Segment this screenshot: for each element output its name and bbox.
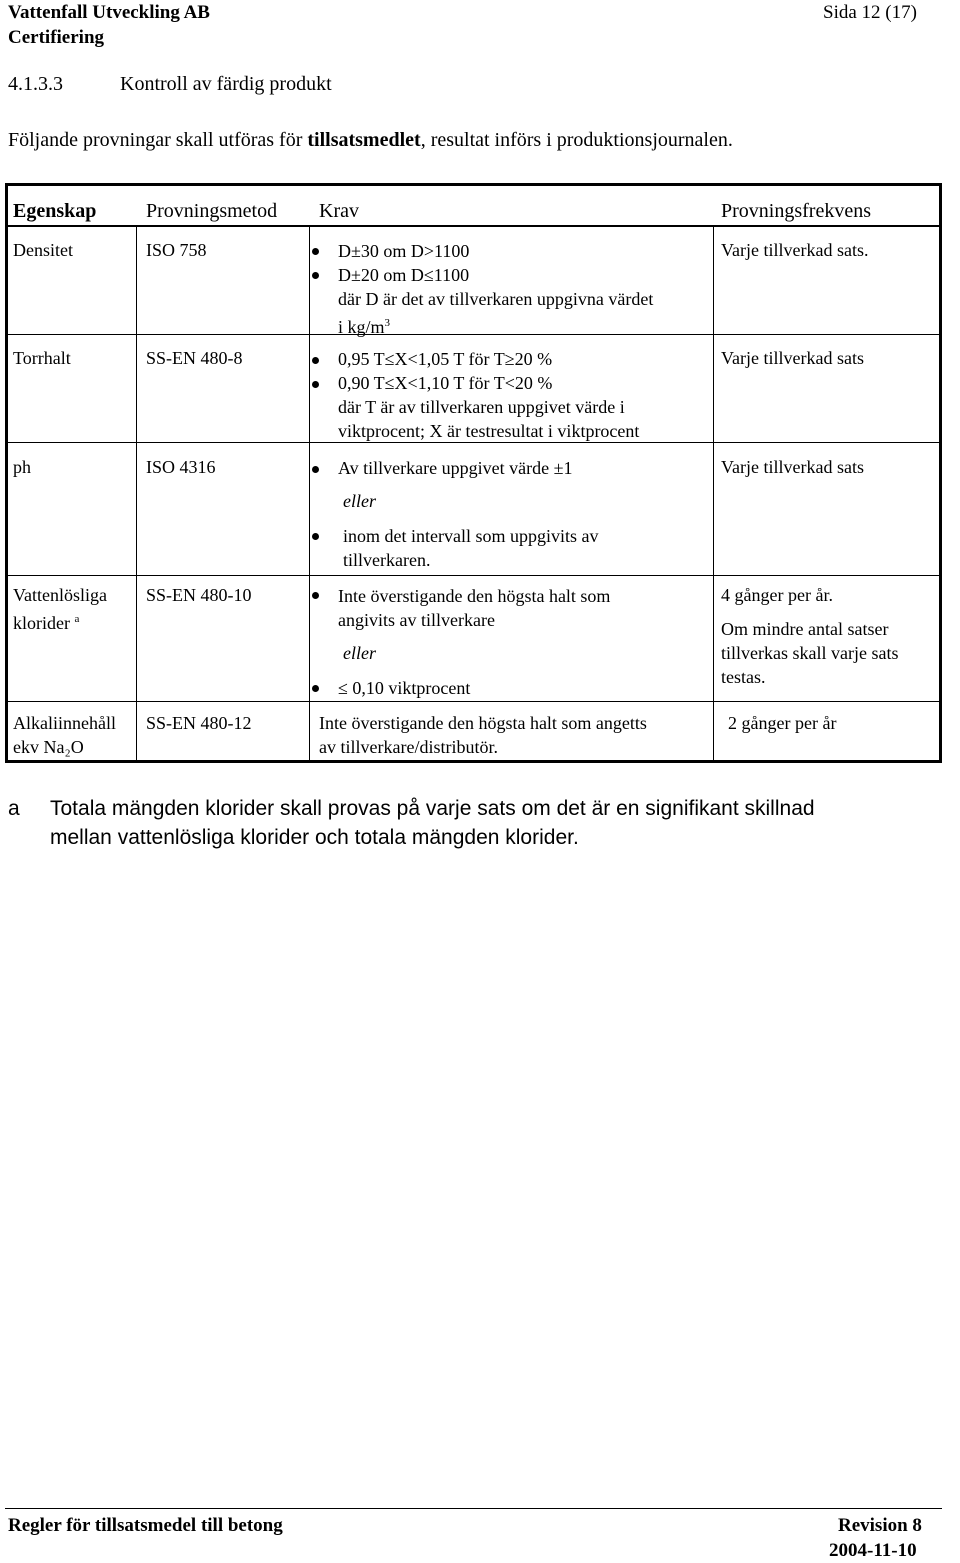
column-divider: [713, 225, 714, 760]
cell-frequency: Om mindre antal satser: [721, 619, 889, 639]
property-text: klorider: [13, 613, 75, 633]
document-header: [8, 0, 210, 50]
intro-pre: Följande provningar skall utföras för: [8, 129, 308, 151]
section-title: Kontroll av färdig produkt: [120, 73, 332, 95]
cell-frequency: Varje tillverkad sats: [721, 457, 864, 477]
cell-property: Torrhalt: [13, 348, 71, 368]
section-heading: [8, 71, 332, 97]
req-unit-sup: 3: [384, 317, 391, 329]
req-line: av tillverkare/distributör.: [319, 737, 498, 757]
req-line: Av tillverkare uppgivet värde ±1: [338, 458, 573, 478]
req-or: eller: [343, 643, 376, 663]
intro-paragraph: [8, 127, 733, 153]
intro-post: , resultat införs i produktionsjournalen.: [420, 129, 733, 151]
req-line: 0,90 T≤X<1,10 T för T<20 %: [338, 373, 553, 393]
req-line: inom det intervall som uppgivits av: [343, 526, 599, 546]
cell-method: SS-EN 480-10: [146, 585, 252, 605]
req-line: viktprocent; X är testresultat i viktprocent: [338, 421, 640, 441]
bullet: [312, 592, 319, 599]
req-line: Inte överstigande den högsta halt som angetts: [319, 713, 647, 733]
bullet: [312, 357, 319, 364]
bullet: [312, 533, 319, 540]
req-line: 0,95 T≤X<1,05 T för T≥20 %: [338, 349, 553, 369]
cell-method: ISO 4316: [146, 457, 216, 477]
cell-frequency: tillverkas skall varje sats: [721, 643, 899, 663]
footer-revision: Revision 8: [838, 1515, 922, 1536]
bullet: [312, 685, 319, 692]
req-line: D±30 om D>1100: [338, 241, 470, 261]
header-frequency: Provningsfrekvens: [721, 200, 871, 222]
cell-property: [13, 607, 79, 635]
header-subtitle: Certifiering: [8, 27, 105, 48]
req-line: [338, 311, 390, 339]
cell-frequency: testas.: [721, 667, 766, 687]
header-org: Vattenfall Utveckling AB: [8, 2, 210, 23]
cell-property: ph: [13, 457, 31, 477]
cell-property: Vattenlösliga: [13, 585, 107, 605]
req-or: eller: [343, 491, 376, 511]
req-line: tillverkaren.: [343, 550, 431, 570]
footnote-ref: a: [74, 613, 80, 625]
column-divider: [136, 225, 137, 760]
req-line: Inte överstigande den högsta halt som: [338, 586, 611, 606]
cell-property: Densitet: [13, 240, 73, 260]
footer-rule: [5, 1508, 942, 1509]
header-property: Egenskap: [13, 200, 97, 222]
cell-method: SS-EN 480-8: [146, 348, 243, 368]
footnote-line: mellan vattenlösliga klorider och totala mängden klorider.: [50, 826, 579, 849]
footer-title: Regler för tillsatsmedel till betong: [8, 1515, 283, 1536]
footnote-mark: a: [8, 797, 20, 820]
footnote-text: [50, 794, 815, 852]
footer-date: 2004-11-10: [829, 1540, 917, 1561]
bullet: [312, 248, 319, 255]
row-divider: [8, 575, 939, 576]
section-number: 4.1.3.3: [8, 73, 63, 95]
req-line: angivits av tillverkare: [338, 610, 495, 630]
bullet: [312, 466, 319, 473]
cell-frequency: 4 gånger per år.: [721, 585, 833, 605]
row-divider: [8, 334, 939, 335]
row-divider: [8, 701, 939, 702]
test-requirements-table: [5, 183, 942, 763]
cell-property: Alkaliinnehåll: [13, 713, 116, 733]
cell-property: ekv Na₂O: [13, 737, 84, 757]
page-number: Sida 12 (17): [823, 2, 917, 23]
cell-method: ISO 758: [146, 240, 207, 260]
req-line: där D är det av tillverkaren uppgivna värdet: [338, 289, 654, 309]
cell-frequency: Varje tillverkad sats: [721, 348, 864, 368]
footnote-line: Totala mängden klorider skall provas på varje sats om det är en signifikant skillnad: [50, 797, 815, 820]
cell-frequency: Varje tillverkad sats.: [721, 240, 869, 260]
header-requirement: Krav: [319, 200, 359, 222]
header-divider: [8, 225, 939, 227]
header-method: Provningsmetod: [146, 200, 278, 222]
bullet: [312, 272, 319, 279]
intro-bold: tillsatsmedlet: [307, 129, 421, 151]
req-line: D±20 om D≤1100: [338, 265, 470, 285]
req-line: där T är av tillverkaren uppgivet värde i: [338, 397, 625, 417]
req-unit: i kg/m: [338, 317, 385, 337]
column-divider: [309, 225, 310, 760]
cell-method: SS-EN 480-12: [146, 713, 252, 733]
req-line: ≤ 0,10 viktprocent: [338, 678, 471, 698]
bullet: [312, 381, 319, 388]
cell-frequency: 2 gånger per år: [728, 713, 837, 733]
